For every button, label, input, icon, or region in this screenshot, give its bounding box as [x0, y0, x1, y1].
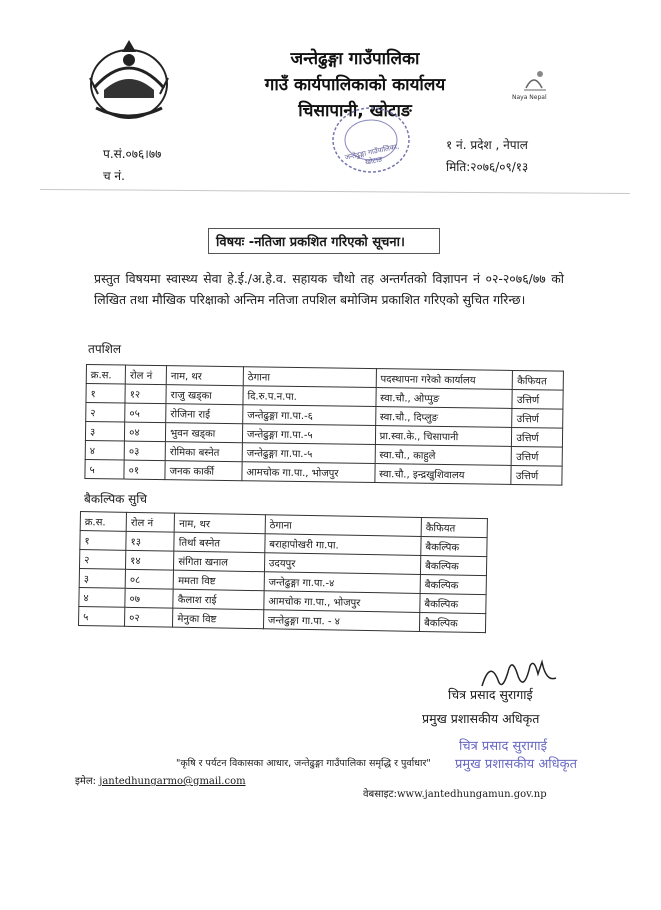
table-cell: आमचोक गा.पा., भोजपुर: [242, 462, 375, 483]
table-cell: रोमिका बस्नेत: [165, 442, 242, 462]
table-cell: स्वा.चौ., ओप्पुङ: [376, 388, 513, 409]
table-cell: १: [80, 531, 126, 551]
signatory-name: चित्र प्रसाद सुरागाई: [448, 687, 533, 702]
alternate-table: [78, 511, 488, 633]
table-cell: १२: [125, 384, 166, 404]
table-cell: उत्तिर्ण: [512, 408, 563, 428]
divider: [40, 189, 630, 194]
table-cell: ५: [85, 459, 124, 479]
table-cell: आमचोक गा.पा., भोजपुर: [264, 591, 420, 613]
table-cell: ०७: [125, 588, 174, 608]
table-cell: जनक कार्की: [165, 461, 242, 481]
table-cell: बैकल्पिक: [420, 555, 486, 575]
col-header: ठेगाना: [265, 515, 421, 537]
signatory-stamp-name: चित्र प्रसाद सुरागाई: [459, 739, 548, 754]
table-cell: ४: [79, 587, 125, 607]
table-cell: राजु खड्का: [166, 385, 243, 405]
table-cell: उदयपुर: [264, 553, 420, 575]
email-label: इमेल:: [75, 776, 97, 787]
notice-paragraph: प्रस्तुत विषयमा स्वास्थ्य सेवा हे.ई./अ.हे.व. सहायक चौथो तह अन्तर्गतको विज्ञापन नं ०२-२०७६/७७ को लिखित तथा मौखिक परिक्षाको अन्तिम नतिजा तपशिल बमोजिम प्रकाशित गरिएको सुचित गरिन्छ।: [94, 271, 564, 307]
col-header: क्र.स.: [80, 512, 126, 532]
table-cell: रोजिना राई: [166, 404, 243, 424]
col-header: रोल नं: [125, 365, 166, 385]
office-location: चिसापानी, खोटाङ: [298, 101, 412, 121]
table-cell: स्वा.चौ., दिप्लुङ: [375, 407, 512, 428]
letter-number: प.सं.०७६।७७: [103, 147, 162, 161]
table-cell: तिर्था बस्नेत: [174, 532, 265, 553]
table-cell: ०५: [125, 403, 166, 423]
table-cell: भुवन खड्का: [166, 423, 243, 443]
table-cell: बैकल्पिक: [420, 574, 486, 594]
table-cell: उत्तिर्ण: [511, 465, 562, 485]
nepal-emblem-icon: [84, 38, 174, 124]
tapsil-label: तपशिल: [88, 342, 122, 356]
footer-motto: "कृषि र पर्यटन विकासका आधार, जन्तेढुङ्गा गाउँपालिका समृद्धि र पुर्वाधार": [176, 758, 431, 769]
table-cell: २: [79, 550, 125, 570]
municipality-name: जन्तेढुङ्गा गाउँपालिका: [290, 49, 420, 69]
table-cell: ३: [85, 422, 124, 442]
subject: विषयः -नतिजा प्रकशित गरिएको सूचना।: [216, 235, 405, 250]
table-cell: ममता विष्ट: [173, 570, 264, 591]
table-cell: बराहापोखरी गा.पा.: [265, 534, 421, 556]
table-cell: स्वा.चौ., काहुले: [375, 445, 512, 466]
office-name: गाउँ कार्यपालिकाको कार्यालय: [264, 75, 446, 95]
col-header: पदस्थापना गरेको कार्यालय: [376, 369, 513, 390]
table-cell: १४: [126, 550, 175, 570]
col-header: रोल नं: [126, 512, 175, 532]
website-label: वेबसाइट:: [363, 789, 397, 800]
table-cell: २: [86, 403, 125, 423]
table-cell: ३: [79, 568, 125, 588]
letter-date: मिति:२०७६/०९/१३: [446, 160, 529, 174]
table-cell: जन्तेढुङ्गा गा.पा.-६: [243, 405, 376, 426]
table-cell: जन्तेढुङ्गा गा.पा.-५: [242, 424, 375, 445]
signatory-title: प्रमुख प्रशासकीय अधिकृत: [422, 711, 540, 726]
table-cell: १३: [126, 531, 175, 551]
ref-right: [446, 134, 528, 178]
col-header: कैफियत: [421, 517, 487, 537]
table-cell: ०४: [125, 422, 166, 442]
naya-nepal-logo-text: Naya Nepal: [512, 94, 547, 101]
signatory-stamp-title: प्रमुख प्रशासकीय अधिकृत: [455, 757, 578, 772]
table-cell: ०२: [125, 607, 174, 627]
table-cell: बैकल्पिक: [421, 536, 487, 556]
table-cell: बैकल्पिक: [420, 593, 486, 613]
alternate-list-label: बैकल्पिक सुचि: [84, 492, 148, 506]
table-cell: उत्तिर्ण: [512, 427, 563, 447]
table-cell: १: [86, 384, 125, 404]
table-cell: संगिता खनाल: [174, 551, 265, 572]
table-cell: प्रा.स्वा.के., चिसापानी: [375, 426, 512, 447]
table-cell: स्वा.चौ., इन्द्रखुशिवालय: [375, 464, 512, 485]
table-cell: जन्तेढुङ्गा गा.पा. - ४: [263, 610, 419, 632]
table-cell: ०१: [124, 460, 165, 480]
ref-left: [103, 143, 161, 187]
stamp-text: जन्तेढुङ्गा गाउँपालिका, खोटाङ: [344, 142, 400, 167]
footer-website: [363, 786, 547, 800]
table-cell: उत्तिर्ण: [512, 389, 563, 409]
table-cell: मेनुका विष्ट: [173, 608, 264, 629]
website-link[interactable]: www.jantedhungamun.gov.np: [396, 789, 547, 800]
table-cell: कैलाश राई: [173, 589, 264, 610]
province: १ नं. प्रदेश , नेपाल: [446, 138, 528, 152]
table-cell: जन्तेढुङ्गा गा.पा.-५: [242, 443, 375, 464]
col-header: क्र.स.: [86, 365, 125, 385]
email-link[interactable]: jantedhungarmo@gmail.com: [99, 776, 246, 787]
table-cell: ०८: [125, 569, 174, 589]
table-cell: जन्तेढुङ्गा गा.पा.-४: [264, 572, 420, 594]
table-cell: ४: [85, 440, 124, 460]
dispatch-number: च नं.: [103, 169, 125, 183]
col-header: नाम, थर: [166, 366, 243, 386]
table-cell: ५: [79, 606, 125, 626]
footer-email: [75, 773, 246, 787]
table-cell: दि.रु.प.न.पा.: [243, 386, 376, 407]
table-cell: बैकल्पिक: [419, 612, 485, 632]
table-cell: उत्तिर्ण: [512, 446, 563, 466]
col-header: कैफियत: [513, 370, 564, 390]
results-table: [84, 364, 564, 486]
table-cell: ०३: [124, 441, 165, 461]
col-header: नाम, थर: [174, 513, 265, 534]
col-header: ठेगाना: [243, 367, 376, 388]
